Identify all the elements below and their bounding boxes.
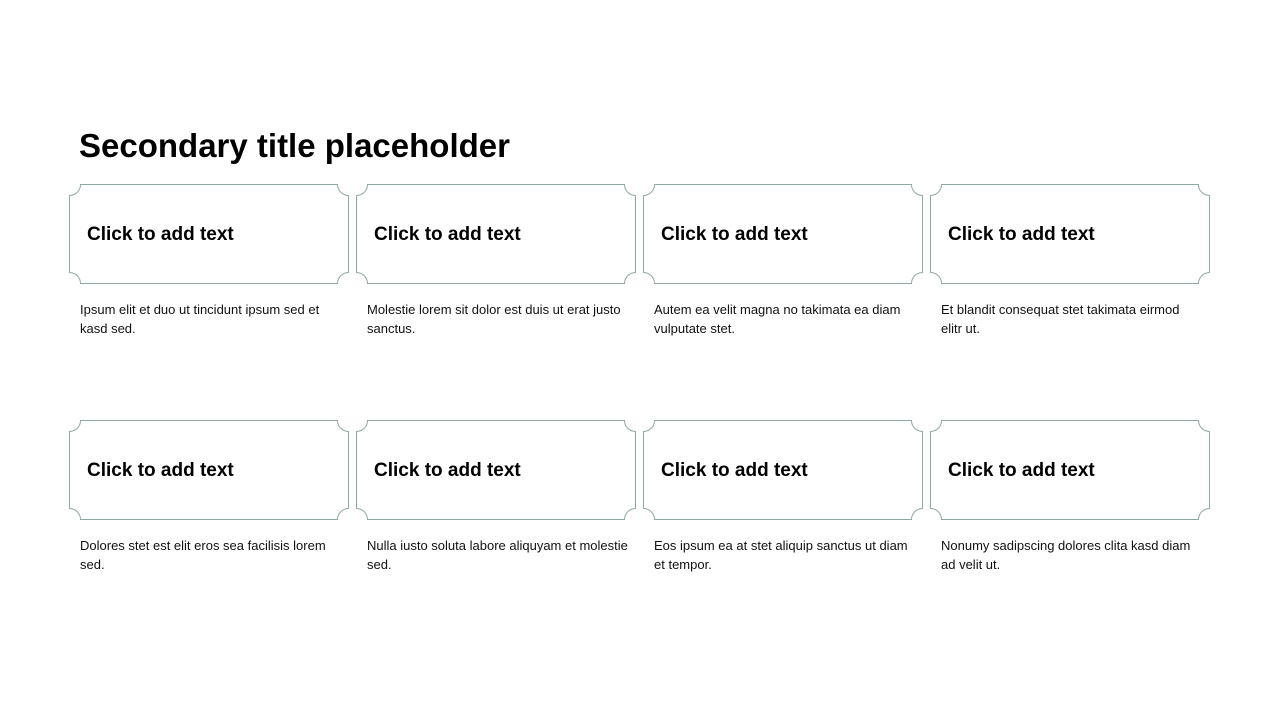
card (930, 420, 1210, 580)
slide-title[interactable]: Secondary title placeholder (79, 127, 510, 164)
card (69, 420, 349, 580)
card-body-text[interactable]: Dolores stet est elit eros sea facilisis lorem sed. (80, 538, 326, 572)
card (356, 420, 636, 580)
card-heading[interactable]: Click to add text (948, 224, 1095, 245)
card-row-1 (69, 184, 1211, 344)
card (643, 420, 923, 580)
card-body-text[interactable]: Molestie lorem sit dolor est duis ut erat justo sanctus. (367, 302, 621, 336)
card-row-2 (69, 420, 1211, 580)
card-body-text[interactable]: Et blandit consequat stet takimata eirmod elitr ut. (941, 302, 1180, 336)
card-heading[interactable]: Click to add text (661, 460, 808, 481)
card (69, 184, 349, 344)
card-body-text[interactable]: Nulla iusto soluta labore aliquyam et molestie sed. (367, 538, 628, 572)
card (356, 184, 636, 344)
card-heading[interactable]: Click to add text (374, 224, 521, 245)
card-body-text[interactable]: Eos ipsum ea at stet aliquip sanctus ut diam et tempor. (654, 538, 908, 572)
card-body-text[interactable]: Autem ea velit magna no takimata ea diam vulputate stet. (654, 302, 901, 336)
card-heading[interactable]: Click to add text (948, 460, 1095, 481)
card (930, 184, 1210, 344)
card-heading[interactable]: Click to add text (87, 460, 234, 481)
card-body-text[interactable]: Nonumy sadipscing dolores clita kasd diam ad velit ut. (941, 538, 1191, 572)
card-heading[interactable]: Click to add text (87, 224, 234, 245)
card-heading[interactable]: Click to add text (374, 460, 521, 481)
card-body-text[interactable]: Ipsum elit et duo ut tincidunt ipsum sed et kasd sed. (80, 302, 320, 336)
card-heading[interactable]: Click to add text (661, 224, 808, 245)
card (643, 184, 923, 344)
